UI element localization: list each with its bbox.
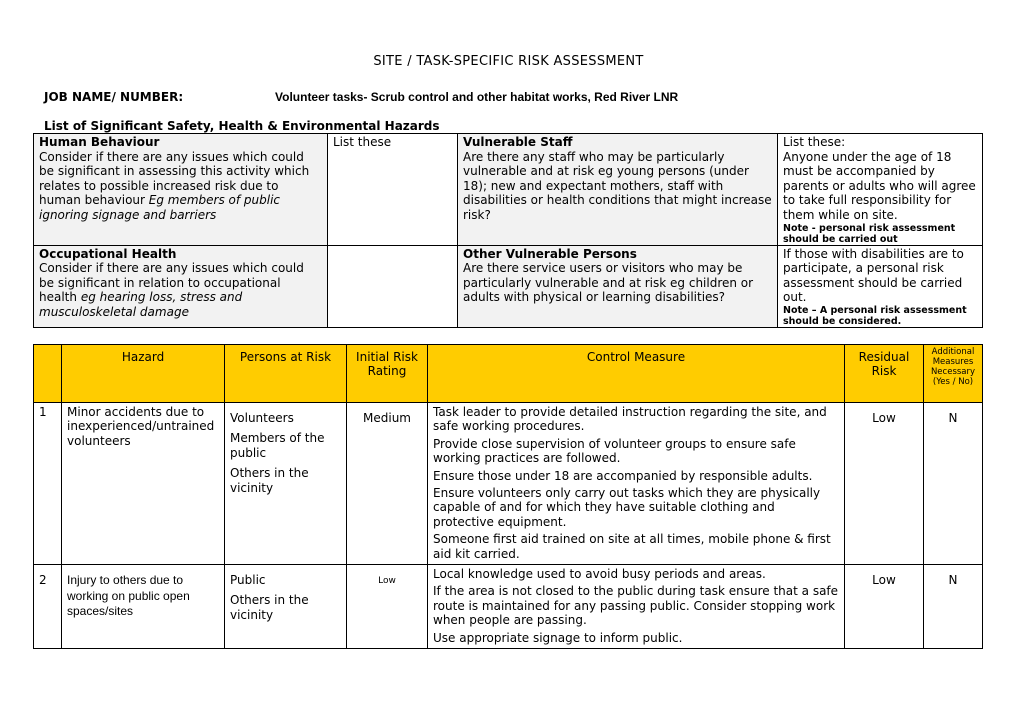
person-item: Others in the vicinity [230,593,309,622]
control-item: Task leader to provide detailed instruction regarding the site, and safe working procedures. [433,405,827,434]
header-persons: Persons at Risk [225,345,347,403]
person-item: Public [230,573,266,588]
table-row [34,403,983,565]
human-behaviour-list: List these [333,135,392,149]
vulnerable-staff-answer-cell [778,134,983,246]
header-num [34,345,62,403]
other-vulnerable-cell [458,245,778,327]
row-controls [428,403,845,565]
control-item: Local knowledge used to avoid busy periods and areas. [433,567,766,582]
occupational-health-list-cell [328,245,458,327]
occupational-health-text: Consider if there are any issues which could be significant in relation to occupational health [39,261,304,305]
row-persons [225,565,347,649]
vulnerable-staff-title: Vulnerable Staff [463,135,573,149]
initial-risk-value: Low [378,576,396,587]
row-num: 2 [34,565,62,649]
row-initial-risk: Medium [347,403,428,565]
row-additional-measures: N [924,565,983,649]
vulnerable-staff-cell [458,134,778,246]
control-item: If the area is not closed to the public during task ensure that a safe route is maintained for any passing public. Consider stopping work when people are passing. [433,584,839,628]
human-behaviour-text: Consider if there are any issues which could be significant in assessing this activity which relates to possible increased risk due to human behaviour [39,149,310,208]
row-additional-measures: N [924,403,983,565]
risk-assessment-table [33,344,983,649]
header-residual-risk: Residual Risk [845,345,924,403]
header-row [34,345,983,403]
control-item: Someone first aid trained on site at all times, mobile phone & first aid kit carried. [433,532,831,561]
control-item: Provide close supervision of volunteer groups to ensure safe working practices are followed. [433,436,796,466]
occupational-health-cell [34,245,328,327]
human-behaviour-cell [34,134,328,246]
vulnerable-staff-text: Are there any staff who may be particularly vulnerable and at risk eg young persons (under 18); new and expectant mothers, staff with disabilities or health conditions that might increase risk? [463,149,772,222]
row-residual-risk: Low [845,565,924,649]
person-item: Members of the public [230,431,325,460]
other-vulnerable-note: Note – A personal risk assessment should be considered. [783,304,967,327]
human-behaviour-list-cell [328,134,458,246]
header-control-measure: Control Measure [428,345,845,403]
row-hazard: Injury to others due to working on public open spaces/sites [62,565,225,649]
row-persons [225,403,347,565]
hazards-heading: List of Significant Safety, Health & Environmental Hazards [44,119,440,133]
significant-hazards-table [33,133,983,328]
other-vulnerable-text: Are there service users or visitors who may be particularly vulnerable and at risk eg children or adults with physical or learning disabilities? [463,261,754,305]
control-item: Ensure volunteers only carry out tasks which they are physically capable of and for which they have suitable clothing and protective equipment. [433,486,821,529]
person-item: Volunteers [230,411,294,425]
occupational-health-title: Occupational Health [39,246,177,261]
vulnerable-staff-answer: List these: Anyone under the age of 18 must be accompanied by parents or adults who will agree to take full responsibility for them while on site. [783,135,976,222]
row-residual-risk: Low [845,403,924,565]
person-item: Others in the vicinity [230,466,309,495]
occupational-health-example: eg hearing loss, stress and musculoskeletal damage [39,290,243,319]
other-vulnerable-answer: If those with disabilities are to participate, a personal risk assessment should be carried out. [783,246,964,305]
header-hazard: Hazard [62,345,225,403]
row-num: 1 [34,403,62,565]
header-additional-measures: Additional Measures Necessary (Yes / No) [924,345,983,403]
human-behaviour-title: Human Behaviour [39,135,160,149]
other-vulnerable-title: Other Vulnerable Persons [463,246,637,261]
vulnerable-staff-note: Note - personal risk assessment should be carried out [783,222,956,245]
row-controls [428,565,845,649]
other-vulnerable-answer-cell [778,245,983,327]
job-label: JOB NAME/ NUMBER: [44,90,184,104]
row-hazard: Minor accidents due to inexperienced/untrained volunteers [62,403,225,565]
row-initial-risk [347,565,428,649]
control-item: Use appropriate signage to inform public. [433,630,683,645]
control-item: Ensure those under 18 are accompanied by responsible adults. [433,468,813,483]
job-value: Volunteer tasks- Scrub control and other habitat works, Red River LNR [275,90,679,104]
human-behaviour-example: Eg members of public ignoring signage and barriers [39,193,281,222]
table-row [34,565,983,649]
document-title: SITE / TASK-SPECIFIC RISK ASSESSMENT [373,54,644,69]
header-initial-risk: Initial Risk Rating [347,345,428,403]
